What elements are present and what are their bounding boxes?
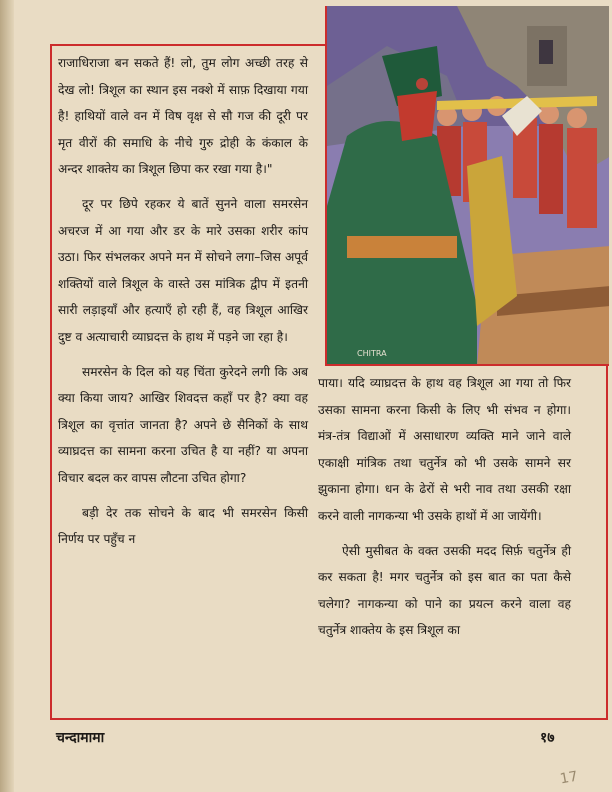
illustration-svg <box>327 6 609 366</box>
artist-signature: CHITRA <box>357 349 387 358</box>
paragraph: ऐसी मुसीबत के वक्त उसकी मदद सिर्फ़ चतुर्नेत्र ही कर सकता है! मगर चतुर्नेत्र को इस बात का पता कैसे चलेगा? नागकन्या को पाने का प्रयत्न करने वाला वह चतुर्नेत्र शाक्तेय के इस त्रिशूल का <box>318 543 571 638</box>
right-text-column <box>318 370 571 652</box>
left-text-column <box>58 50 308 561</box>
paragraph: समरसेन के दिल को यह चिंता कुरेदने लगी कि अब क्या किया जाय? आखिर शिवदत्त कहाँ पर है? क्या वह त्रिशूल का वृत्तांत जानता है? अपने छे सैनिकों के साथ व्याघ्रदत्त का सामना करना उचित है या नहीं? या अपना विचार बदल कर वापस लौटना उचित होगा? <box>58 364 308 485</box>
magazine-name: चन्दामामा <box>56 730 105 746</box>
story-illustration <box>325 6 609 366</box>
paragraph: राजाधिराजा बन सकते हैं! लो, तुम लोग अच्छी तरह से देख लो! त्रिशूल का स्थान इस नक्शे में साफ़ दिखाया गया है! हाथियों वाले वन में विष वृक्ष से सौ गज की दूरी पर मृत वीरों की समाधि के नीचे गुरु द्रोही के कंकाल के अन्दर शाक्तेय का त्रिशूल छिपा कर रखा गया है।" <box>58 56 308 177</box>
paragraph: पाया। यदि व्याघ्रदत्त के हाथ वह त्रिशूल आ गया तो फिर उसका सामना करना किसी के लिए भी संभव न होगा। मंत्र-तंत्र विद्याओं में असाधारण व्यक्ति माने जाने वाले एकाक्षी मांत्रिक तथा चतुर्नेत्र को भी उसके सामने सर झुकाना होगा। धन के ढेरों से भरी नाव तथा उसकी रक्षा करने वाली नागकन्या भी उसके हाथों में आ जायेंगी। <box>318 376 571 523</box>
paragraph: बड़ी देर तक सोचने के बाद भी समरसेन किसी निर्णय पर पहुँच न <box>58 505 308 547</box>
page-edge <box>0 0 14 792</box>
paragraph: दूर पर छिपे रहकर ये बातें सुनने वाला समरसेन अचरज में आ गया और डर के मारे उसका शरीर कांप उठा। फिर संभलकर अपने मन में सोचने लगा–जिस अपूर्व शक्तियों वाले त्रिशूल के वास्ते उस मांत्रिक द्वीप में इतनी सारी लड़ाइयाँ और हत्याएँ हो रही हैं, वह त्रिशूल आखिर दुष्ट व अत्याचारी व्याघ्रदत्त के हाथ में पड़ने जा रहा है। <box>58 196 308 344</box>
corner-pencil-mark: 17 <box>558 768 580 788</box>
page-number: १७ <box>540 730 555 746</box>
